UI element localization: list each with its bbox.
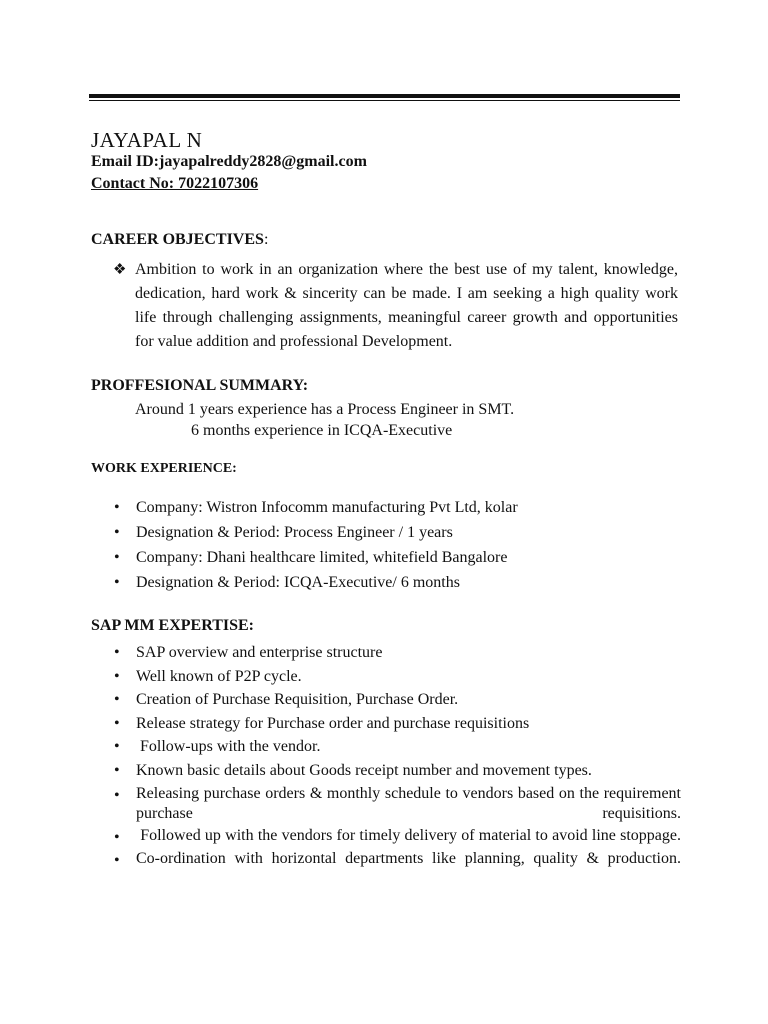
bullet-icon: • (114, 738, 120, 755)
career-objectives-heading (91, 231, 268, 249)
list-item (91, 545, 681, 570)
career-objective-text: Ambition to work in an organization where the best use of my talent, knowledge, dedication, hard work & sincerity can be made. I am seeking a high quality work life through challenging assignments, meaningful career growth and opportunities for value addition and professional Development. (135, 261, 678, 350)
candidate-name: JAYAPAL N (91, 128, 203, 152)
list-item (91, 688, 681, 712)
list-item (91, 641, 681, 665)
list-item-text: Well known of P2P cycle. (136, 667, 302, 685)
list-item (91, 712, 681, 736)
sap-expertise-list (91, 641, 685, 871)
summary-line: 6 months experience in ICQA-Executive (191, 422, 453, 439)
list-item-text: Follow-ups with the vendor. (136, 738, 321, 755)
list-item-text: Releasing purchase orders & monthly schedule to vendors based on the requirement purchase requisitions. (136, 785, 685, 822)
summary-line: Around 1 years experience has a Process Engineer in SMT. (135, 401, 515, 418)
email-line: Email ID:jayapalreddy2828@gmail.com (91, 153, 367, 170)
list-item (91, 495, 681, 520)
bullet-icon: • (114, 787, 120, 804)
list-item (91, 784, 685, 823)
bullet-icon: • (114, 499, 120, 516)
list-item (91, 759, 681, 783)
career-objective-block (113, 258, 678, 354)
list-item-text: SAP overview and enterprise structure (136, 644, 383, 661)
bullet-icon: • (114, 667, 120, 685)
list-item (91, 520, 681, 545)
bullet-icon: • (114, 851, 120, 869)
list-item-text: Designation & Period: Process Engineer / 1 years (136, 524, 453, 541)
bullet-icon: • (114, 714, 120, 732)
list-item (91, 826, 681, 846)
list-item (91, 849, 681, 869)
professional-summary-heading: PROFFESIONAL SUMMARY: (91, 377, 309, 394)
career-heading-text: CAREER OBJECTIVES (91, 231, 264, 248)
header-rule-thick (89, 94, 680, 98)
list-item-text: Designation & Period: ICQA-Executive/ 6 months (136, 574, 460, 591)
work-experience-list (91, 495, 681, 595)
list-item-text: Followed up with the vendors for timely delivery of material to avoid line stoppage. (136, 827, 682, 844)
bullet-icon: • (114, 761, 120, 779)
bullet-icon: • (114, 524, 120, 541)
career-heading-colon: : (263, 231, 269, 248)
work-experience-heading: WORK EXPERIENCE: (91, 461, 237, 476)
bullet-icon: • (114, 574, 120, 591)
list-item-text: Company: Dhani healthcare limited, whitefield Bangalore (136, 549, 508, 566)
bullet-icon: • (114, 691, 120, 708)
list-item (91, 735, 681, 759)
diamond-bullet-icon: ❖ (113, 262, 127, 278)
bullet-icon: • (114, 644, 120, 661)
list-item-text: Company: Wistron Infocomm manufacturing Pvt Ltd, kolar (136, 499, 518, 516)
bullet-icon: • (114, 829, 120, 846)
header-rule-thin (89, 100, 680, 101)
list-item-text: Creation of Purchase Requisition, Purchase Order. (136, 691, 459, 708)
list-item-text: Known basic details about Goods receipt number and movement types. (136, 761, 592, 779)
bullet-icon: • (114, 549, 120, 566)
sap-mm-expertise-heading: SAP MM EXPERTISE: (91, 617, 255, 634)
contact-line: Contact No: 7022107306 (91, 175, 259, 192)
list-item-text: Release strategy for Purchase order and purchase requisitions (136, 714, 530, 732)
list-item-text: Co-ordination with horizontal departments like planning, quality & production. (136, 849, 681, 867)
list-item (91, 570, 681, 595)
list-item (91, 665, 681, 689)
